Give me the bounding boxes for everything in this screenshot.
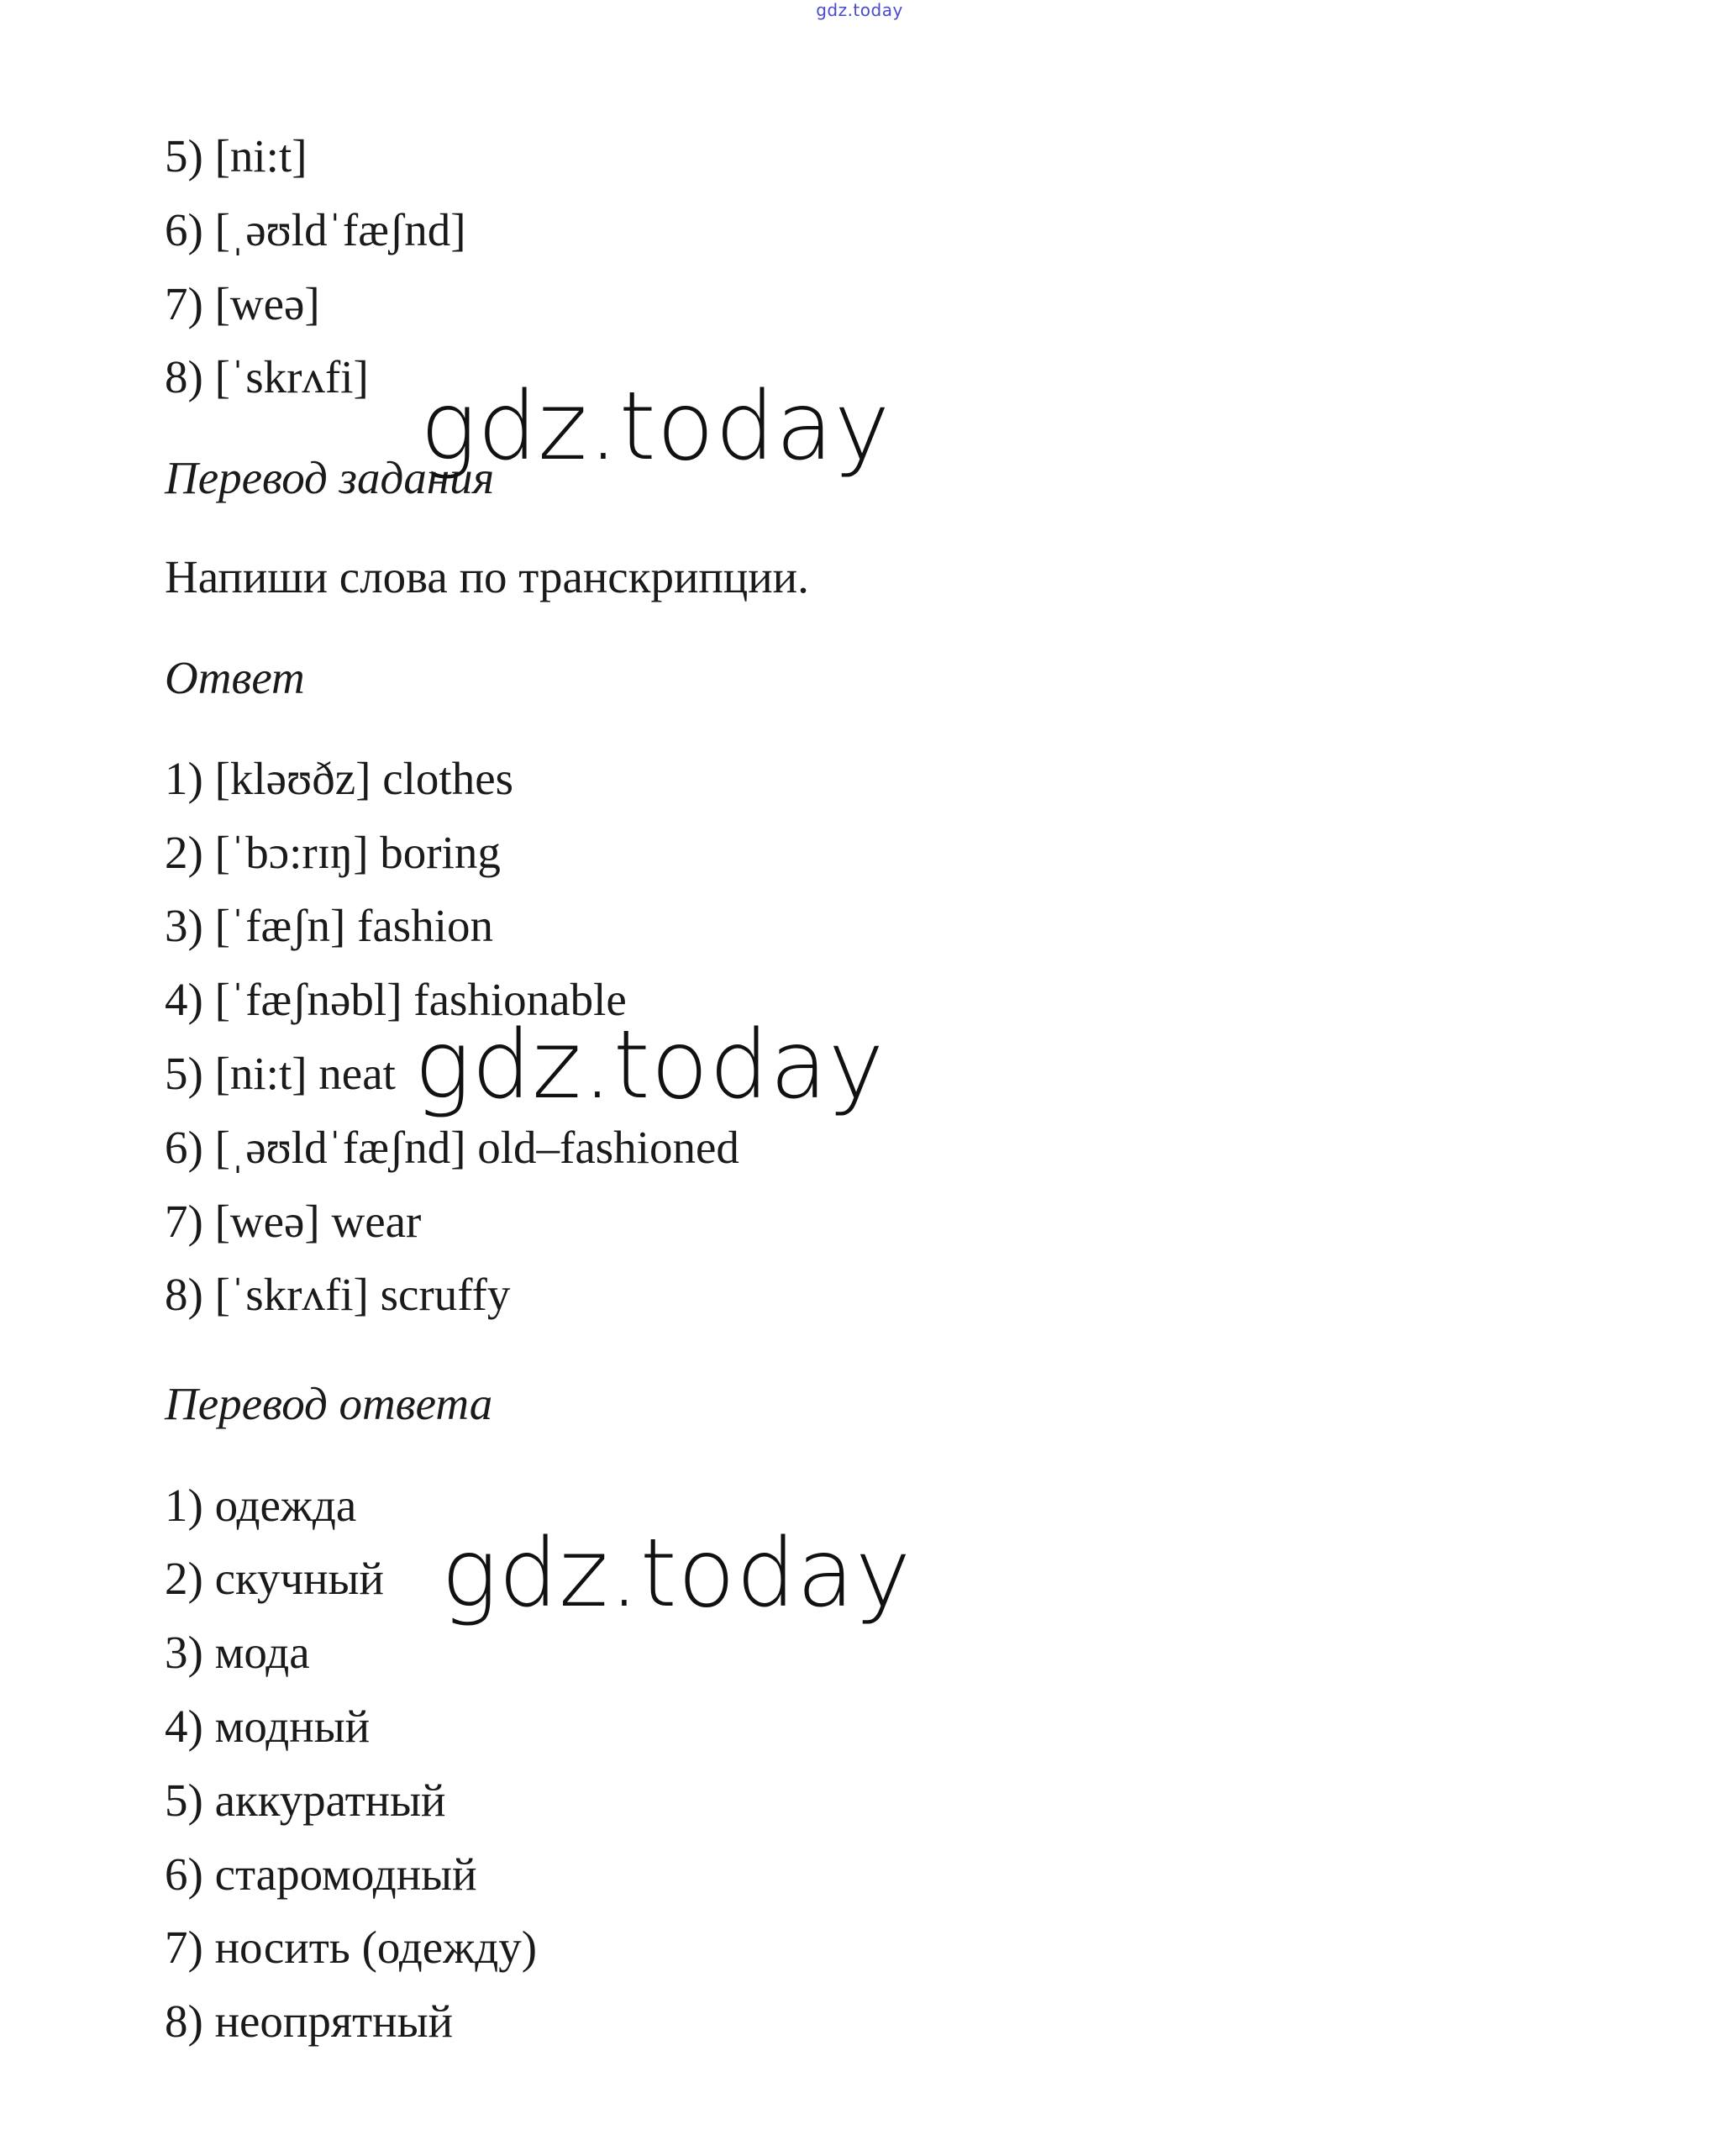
answer-item: 2) [ˈbɔ:rɪŋ] boring xyxy=(165,827,501,878)
task-item: 5) [ni:t] xyxy=(165,130,308,181)
answer-translation-item: 2) скучный xyxy=(165,1553,384,1604)
answer-translation-item: 8) неопрятный xyxy=(165,1996,453,2047)
task-translation-heading: Перевод задания xyxy=(165,452,495,503)
watermark-logo: gdz.today xyxy=(414,1011,886,1120)
answer-translation-heading: Перевод ответа xyxy=(165,1378,493,1429)
answer-item: 4) [ˈfæʃnəbl] fashionable xyxy=(165,974,627,1025)
answer-translation-item: 1) одежда xyxy=(165,1480,357,1531)
top-watermark: gdz.today xyxy=(816,0,903,20)
answer-heading: Ответ xyxy=(165,652,305,703)
task-item: 6) [ˌəʊldˈfæʃnd] xyxy=(165,204,466,255)
answer-item: 3) [ˈfæʃn] fashion xyxy=(165,900,493,951)
answer-item: 7) [weə] wear xyxy=(165,1196,422,1247)
answer-item: 6) [ˌəʊldˈfæʃnd] old–fashioned xyxy=(165,1122,739,1173)
watermark-logo: gdz.today xyxy=(420,372,891,481)
answer-item: 5) [ni:t] neat xyxy=(165,1048,396,1099)
answer-item: 8) [ˈskrʌfi] scruffy xyxy=(165,1269,511,1320)
answer-translation-item: 6) старомодный xyxy=(165,1848,477,1900)
answer-translation-item: 5) аккуратный xyxy=(165,1775,446,1826)
task-translation-text: Напиши слова по транскрипции. xyxy=(165,551,809,602)
answer-translation-item: 3) мода xyxy=(165,1627,310,1678)
answer-translation-item: 4) модный xyxy=(165,1701,371,1752)
task-item: 7) [weə] xyxy=(165,278,320,329)
answer-translation-item: 7) носить (одежду) xyxy=(165,1922,538,1973)
watermark-logo: gdz.today xyxy=(441,1519,912,1628)
answer-item: 1) [kləʊðz] clothes xyxy=(165,753,514,804)
task-item: 8) [ˈskrʌfi] xyxy=(165,351,369,402)
